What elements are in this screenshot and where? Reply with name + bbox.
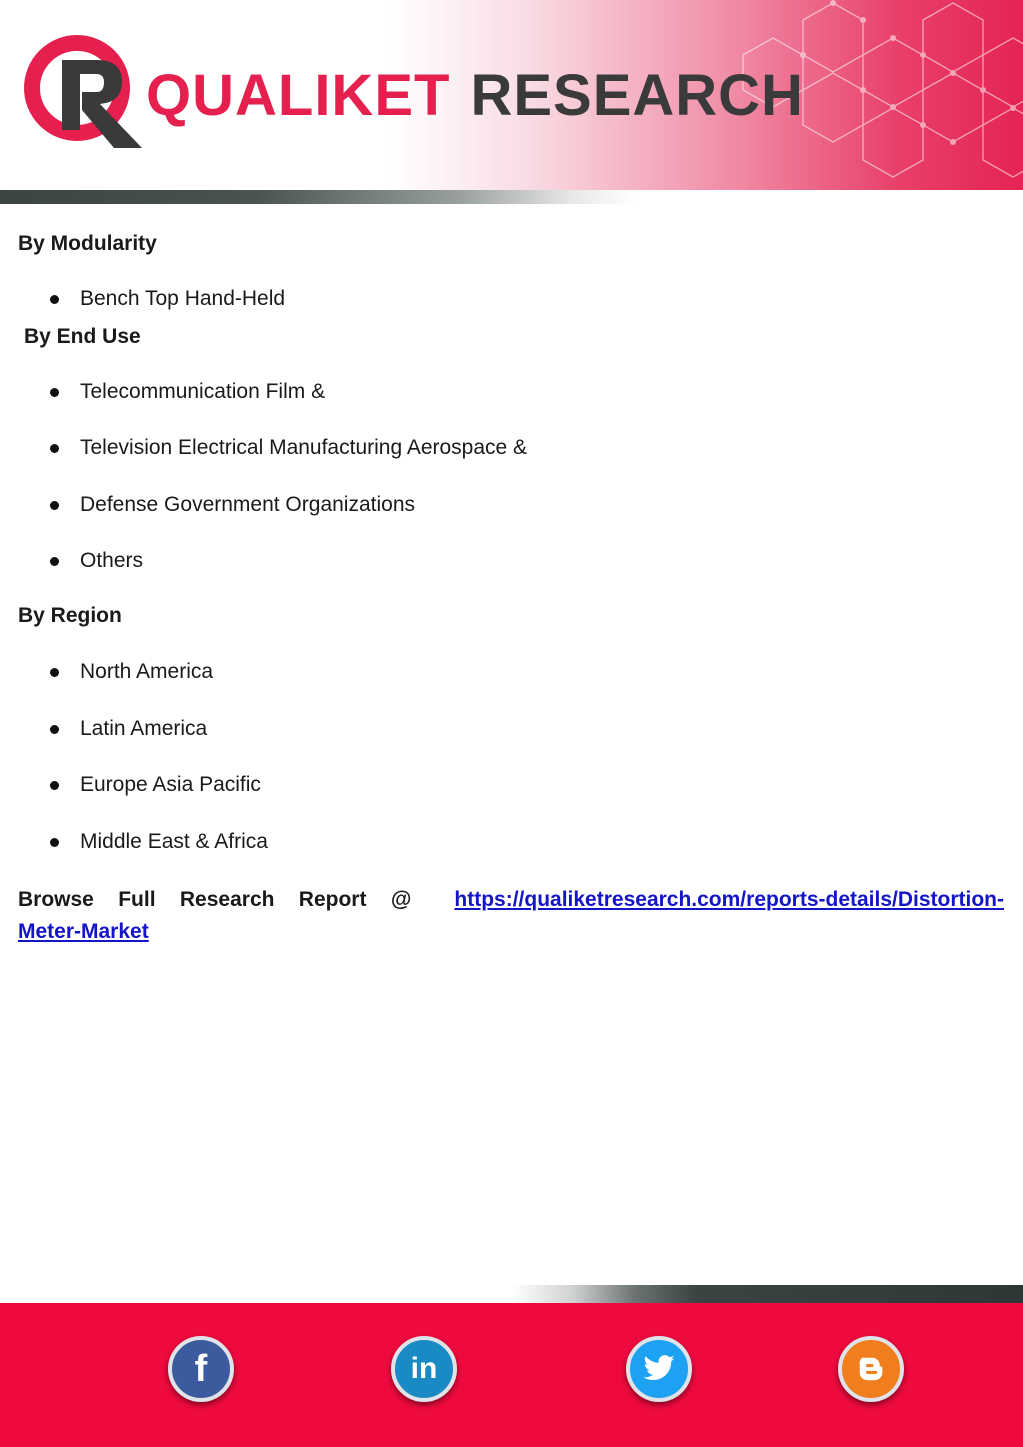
list-item: Middle East & Africa xyxy=(18,830,268,854)
footer xyxy=(0,1303,1023,1447)
facebook-icon[interactable]: f xyxy=(168,1336,234,1402)
heading-region: By Region xyxy=(18,604,122,627)
footer-divider xyxy=(0,1285,1023,1303)
bullet-icon xyxy=(50,295,59,304)
list-item: Television Electrical Manufacturing Aerospace & xyxy=(18,436,527,460)
list-item: Bench Top Hand-Held xyxy=(18,287,285,311)
bullet-icon xyxy=(50,668,59,677)
list-item: North America xyxy=(18,660,213,684)
bullet-icon xyxy=(50,725,59,734)
report-link[interactable]: https://qualiketresearch.com/reports-details/Distortion-Meter-Market xyxy=(18,888,1004,943)
twitter-icon[interactable] xyxy=(626,1336,692,1402)
header-banner xyxy=(0,0,1023,190)
bullet-icon xyxy=(50,781,59,790)
browse-label: Browse Full Research Report @ xyxy=(18,888,412,911)
list-item: Latin America xyxy=(18,717,207,741)
heading-end-use: By End Use xyxy=(24,325,141,348)
browse-report xyxy=(18,884,1004,948)
bullet-icon xyxy=(50,501,59,510)
linkedin-icon[interactable]: in xyxy=(391,1336,457,1402)
blogger-icon[interactable] xyxy=(838,1336,904,1402)
list-item: Others xyxy=(18,549,143,573)
bullet-icon xyxy=(50,557,59,566)
list-item: Defense Government Organizations xyxy=(18,493,415,517)
brand-name-part2: RESEARCH xyxy=(470,63,804,128)
qualiket-logo-icon xyxy=(22,30,152,155)
brand-name-part1: QUALIKET xyxy=(146,63,451,128)
header-divider xyxy=(0,190,1023,204)
bullet-icon xyxy=(50,444,59,453)
list-item: Europe Asia Pacific xyxy=(18,773,261,797)
bullet-icon xyxy=(50,388,59,397)
brand-name xyxy=(146,62,804,129)
list-item: Telecommunication Film & xyxy=(18,380,325,404)
bullet-icon xyxy=(50,838,59,847)
heading-modularity: By Modularity xyxy=(18,232,157,255)
